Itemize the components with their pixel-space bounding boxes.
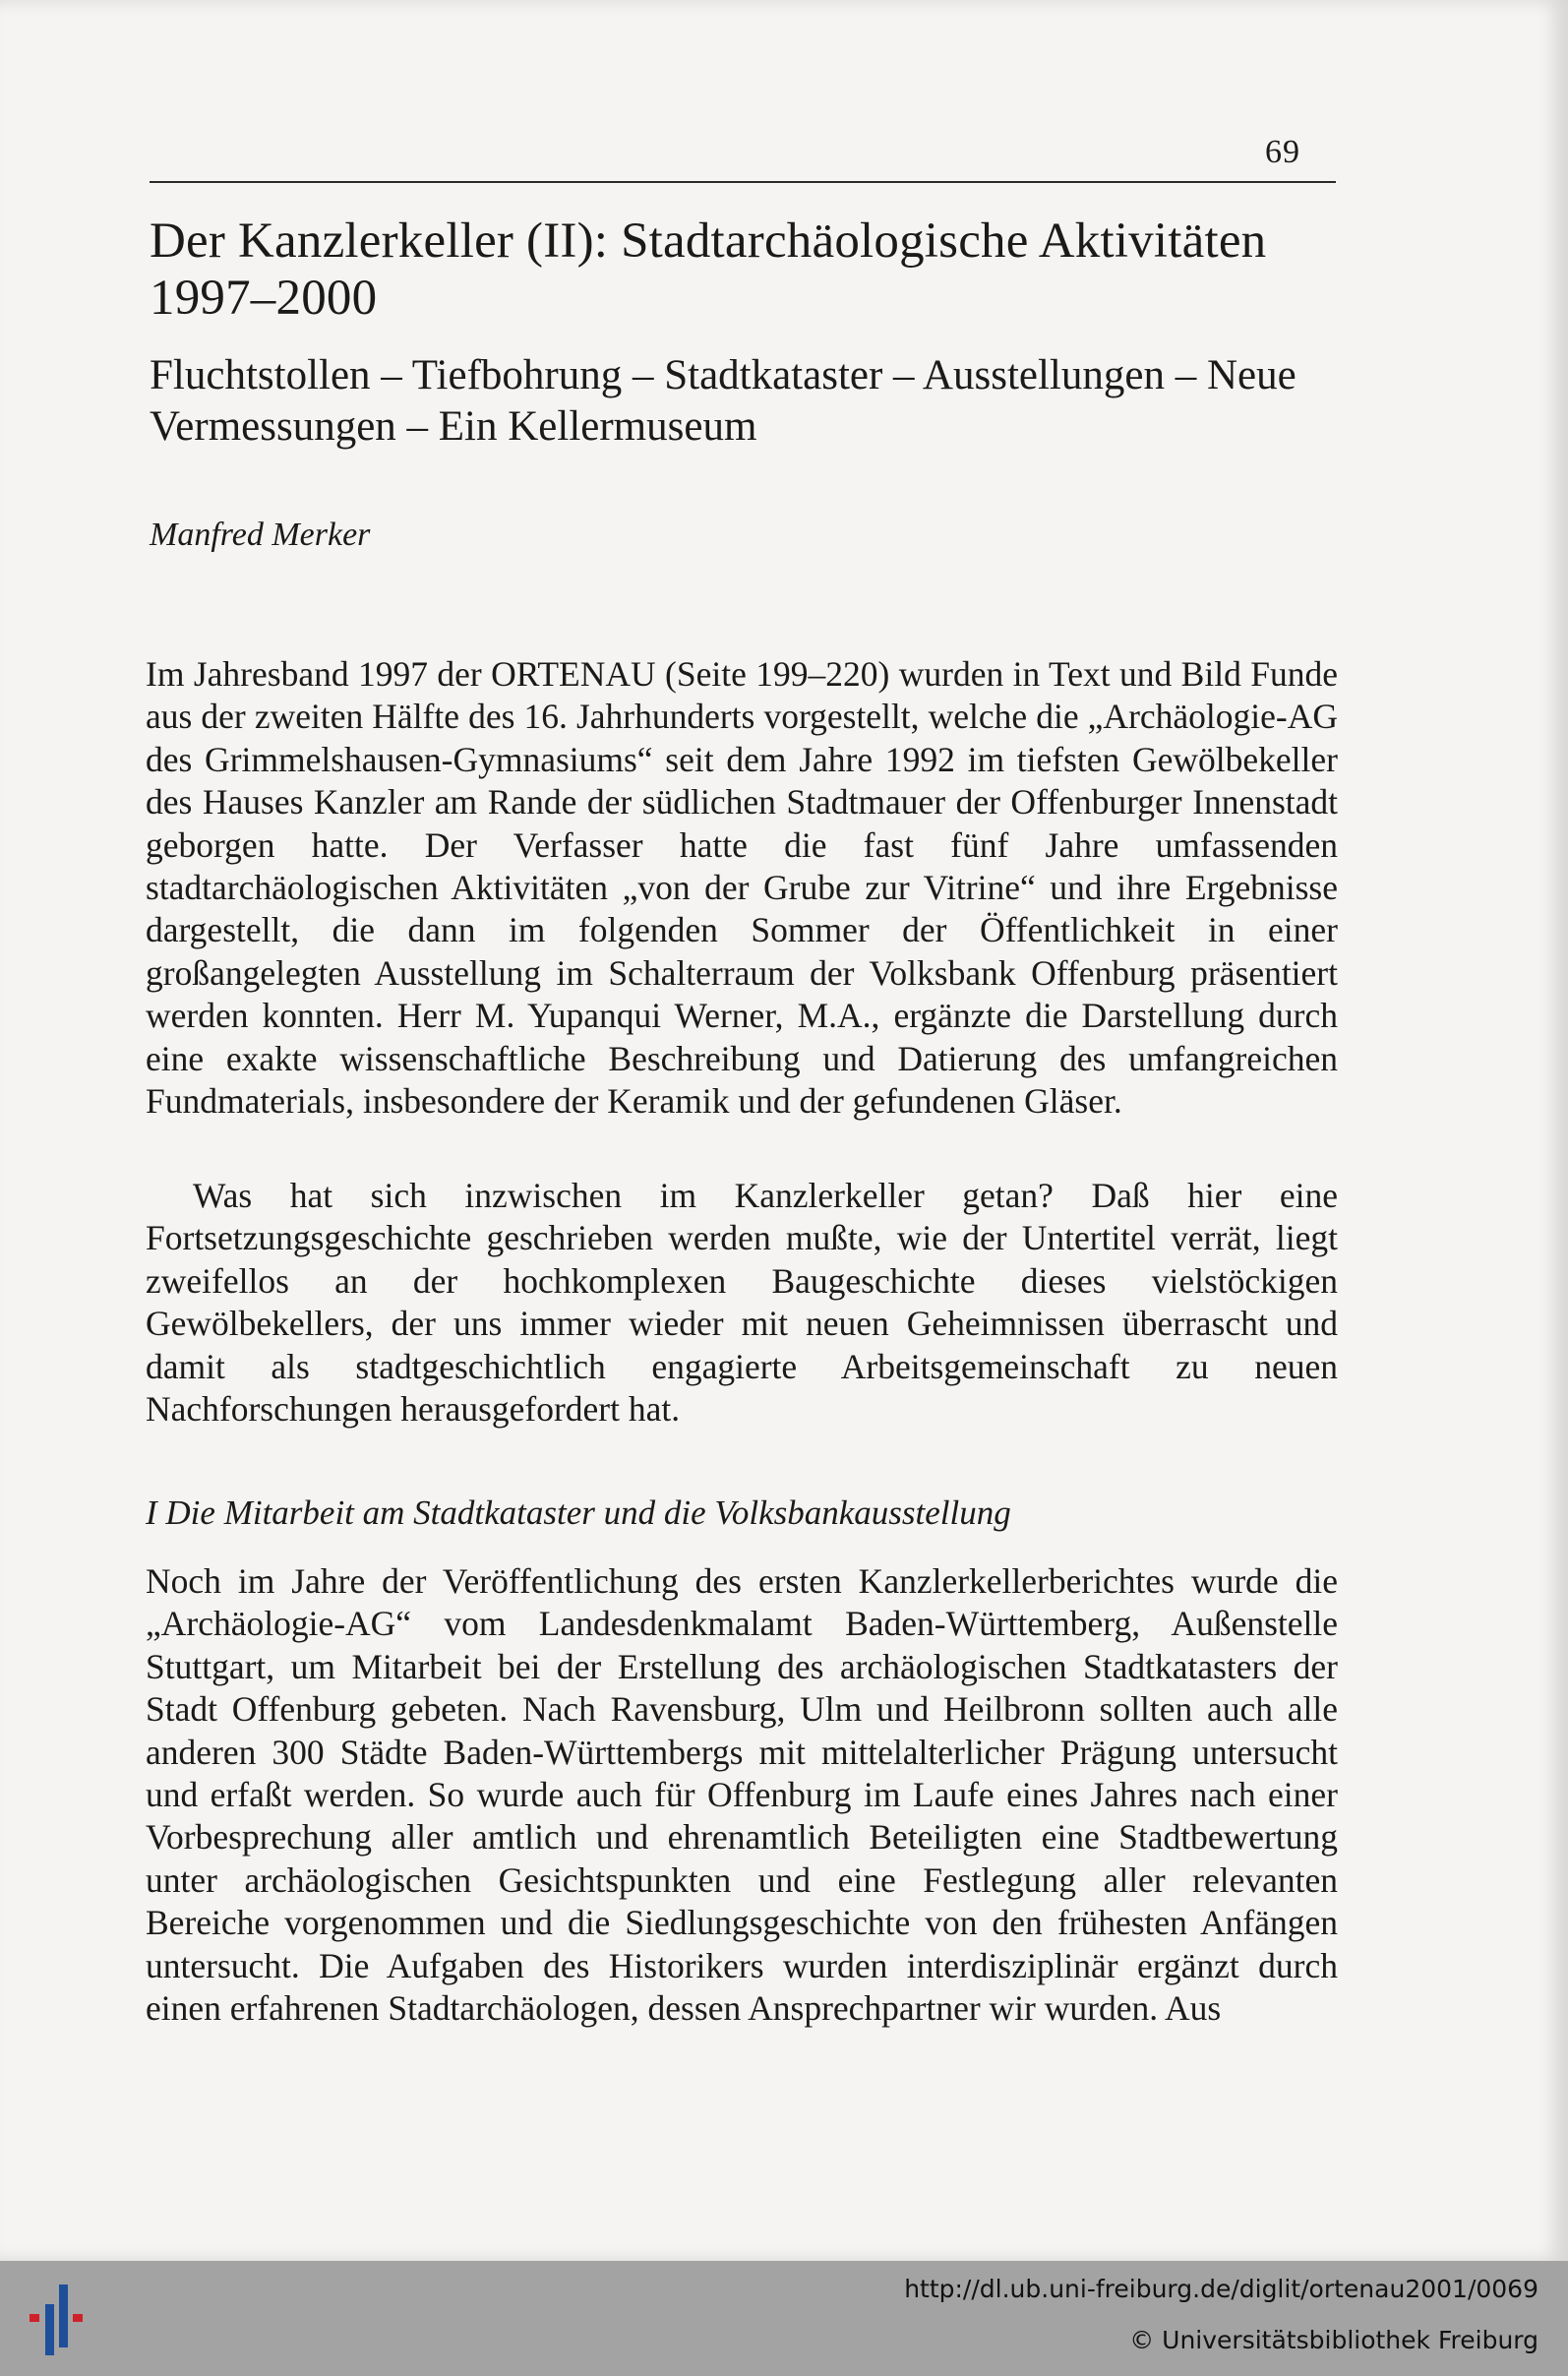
body-paragraph: Was hat sich inzwischen im Kanzlerkeller getan? Daß hier eine Fortsetzungsgeschichte geschrieben werden mußte, wie der Untertitel verrät, liegt zweifellos an der hochkomplexen Baugeschichte dieses vielstöckigen Gewölbekellers, der uns immer wieder mit neuen Geheimnissen überrascht und damit als stadtgeschichtlich engagierte Arbeitsgemeinschaft zu neuen Nachforschungen herausgefordert hat. (146, 1176, 1338, 1430)
article-title: Der Kanzlerkeller (II): Stadtarchäologische Aktivitäten 1997–2000 (150, 213, 1267, 326)
body-paragraph-1-block (146, 653, 1338, 1123)
article-subtitle: Fluchtstollen – Tiefbohrung – Stadtkataster – Ausstellungen – Neue Vermessungen – Ein Kellermuseum (150, 352, 1297, 450)
page-number: 69 (1265, 134, 1300, 170)
author-name: Manfred Merker (150, 517, 371, 553)
header-rule (150, 181, 1336, 183)
body-paragraph: Im Jahresband 1997 der ORTENAU (Seite 199–220) wurden in Text und Bild Funde aus der zweiten Hälfte des 16. Jahrhunderts vorgestellt, welche die „Archäologie-AG des Grimmelshausen-Gymnasiums“ seit dem Jahre 1992 im tiefsten Gewölbekeller des Hauses Kanzler am Rande der südlichen Stadtmauer der Offenburger Innenstadt geborgen hatte. Der Verfasser hatte die fast fünf Jahre umfassenden stadtarchäologischen Aktivitäten „von der Grube zur Vitrine“ und ihre Ergebnisse dargestellt, die dann im folgenden Sommer der Öffentlichkeit in einer großangelegten Ausstellung im Schalterraum der Volksbank Offenburg präsentiert werden konnten. Herr M. Yupanqui Werner, M.A., ergänzte die Darstellung durch eine exakte wissenschaftliche Beschreibung und Datierung des umfangreichen Fundmaterials, insbesondere der Keramik und der gefundenen Gläser. (146, 654, 1338, 1122)
body-paragraph-2-block (146, 1175, 1338, 1431)
library-footer (0, 2261, 1568, 2376)
copyright-notice: © Universitätsbibliothek Freiburg (1129, 2326, 1538, 2354)
permalink[interactable]: http://dl.ub.uni-freiburg.de/diglit/ortenau2001/0069 (904, 2275, 1538, 2303)
body-paragraph: Noch im Jahre der Veröffentlichung des ersten Kanzlerkellerberichtes wurde die „Archäologie-AG“ vom Landesdenkmalamt Baden-Württemberg, Außenstelle Stuttgart, um Mitarbeit bei der Erstellung des archäologischen Stadtkatasters der Stadt Offenburg gebeten. Nach Ravensburg, Ulm und Heilbronn sollten auch alle anderen 300 Städte Baden-Württembergs mit mittelalterlicher Prägung untersucht und erfaßt werden. So wurde auch für Offenburg im Laufe eines Jahres nach einer Vorbesprechung aller amtlich und ehrenamtlich Beteiligten eine Stadtbewertung unter archäologischen Gesichtspunkten und eine Festlegung aller relevanten Bereiche vorgenommen und die Siedlungsgeschichte von den frühesten Anfängen untersucht. Die Aufgaben des Historikers wurden interdisziplinär ergänzt durch einen erfahrenen Stadtarchäologen, dessen Ansprechpartner wir wurden. Aus (146, 1561, 1338, 2029)
body-paragraph-3-block (146, 1560, 1338, 2030)
ub-freiburg-logo-icon (22, 2281, 100, 2359)
section-heading: I Die Mitarbeit am Stadtkataster und die Volksbankausstellung (146, 1493, 1011, 1532)
